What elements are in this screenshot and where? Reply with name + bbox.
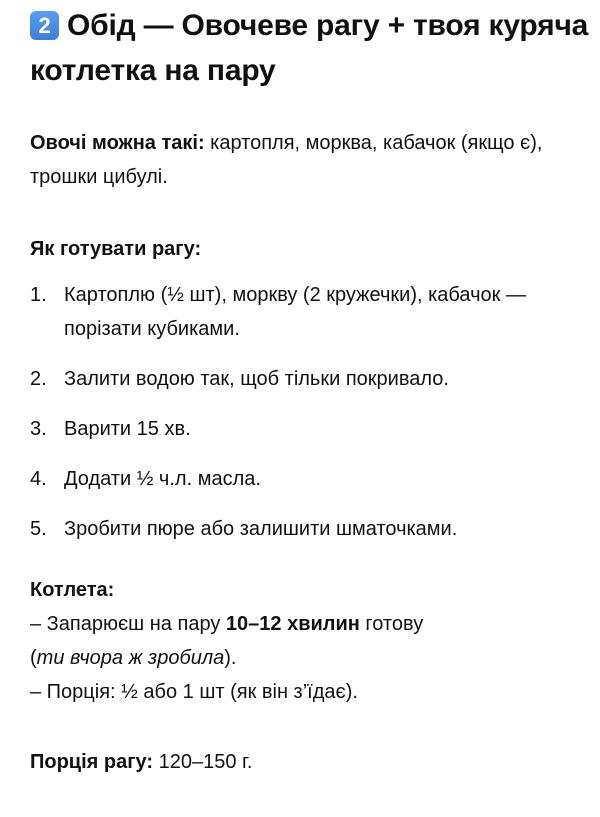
step-text: Варити 15 хв.	[64, 418, 191, 440]
cutlet-steam-line	[30, 607, 590, 641]
message-content	[30, 0, 590, 779]
portion-value: 120–150 г.	[153, 751, 253, 773]
list-item	[30, 512, 590, 546]
step-text: Залити водою так, щоб тільки покривало.	[64, 368, 449, 390]
list-item	[30, 412, 590, 446]
vegetables-text: картопля, морква, кабачок (якщо є), трошки цибулі.	[30, 132, 543, 188]
howto-title-text: Як готувати рагу:	[30, 238, 202, 260]
step-number: 1.	[30, 284, 47, 306]
vegetables-paragraph	[30, 126, 590, 194]
cutlet-note-line	[30, 641, 590, 675]
step-number: 2.	[30, 368, 47, 390]
list-item	[30, 278, 590, 346]
step-text: Зробити пюре або залишити шматочками.	[64, 518, 458, 540]
list-item	[30, 462, 590, 496]
paren-open: (	[30, 647, 37, 669]
cutlet-time: 10–12 хвилин	[225, 613, 360, 635]
step-number: 5.	[30, 518, 47, 540]
vegetables-label: Овочі можна такі:	[30, 132, 205, 154]
section-heading	[30, 0, 590, 93]
step-text: Картоплю (½ шт), моркву (2 кружечки), кабачок — порізати кубиками.	[64, 284, 526, 340]
step-number: 4.	[30, 468, 47, 490]
portion-paragraph	[30, 745, 590, 779]
list-item	[30, 362, 590, 396]
cutlet-line1-suffix: готову	[359, 613, 424, 635]
step-number: 3.	[30, 418, 47, 440]
heading-text: Обід — Овочеве рагу + твоя куряча котлетка на пару	[30, 9, 589, 87]
cutlet-title	[30, 573, 590, 607]
cutlet-note-italic: ти вчора ж зробила	[36, 647, 225, 669]
cutlet-line1-prefix: – Запарюєш на пару	[30, 613, 226, 635]
portion-label: Порція рагу:	[30, 751, 154, 773]
cutlet-title-text: Котлета:	[30, 579, 115, 601]
step-text: Додати ½ ч.л. масла.	[64, 468, 261, 490]
paren-close: ).	[224, 647, 237, 669]
cutlet-portion-line: – Порція: ½ або 1 шт (як він з’їдає).	[30, 681, 358, 703]
howto-title	[30, 232, 590, 266]
number-two-badge-icon: 2	[30, 11, 59, 40]
cutlet-section	[30, 573, 590, 709]
steps-list	[30, 278, 590, 546]
